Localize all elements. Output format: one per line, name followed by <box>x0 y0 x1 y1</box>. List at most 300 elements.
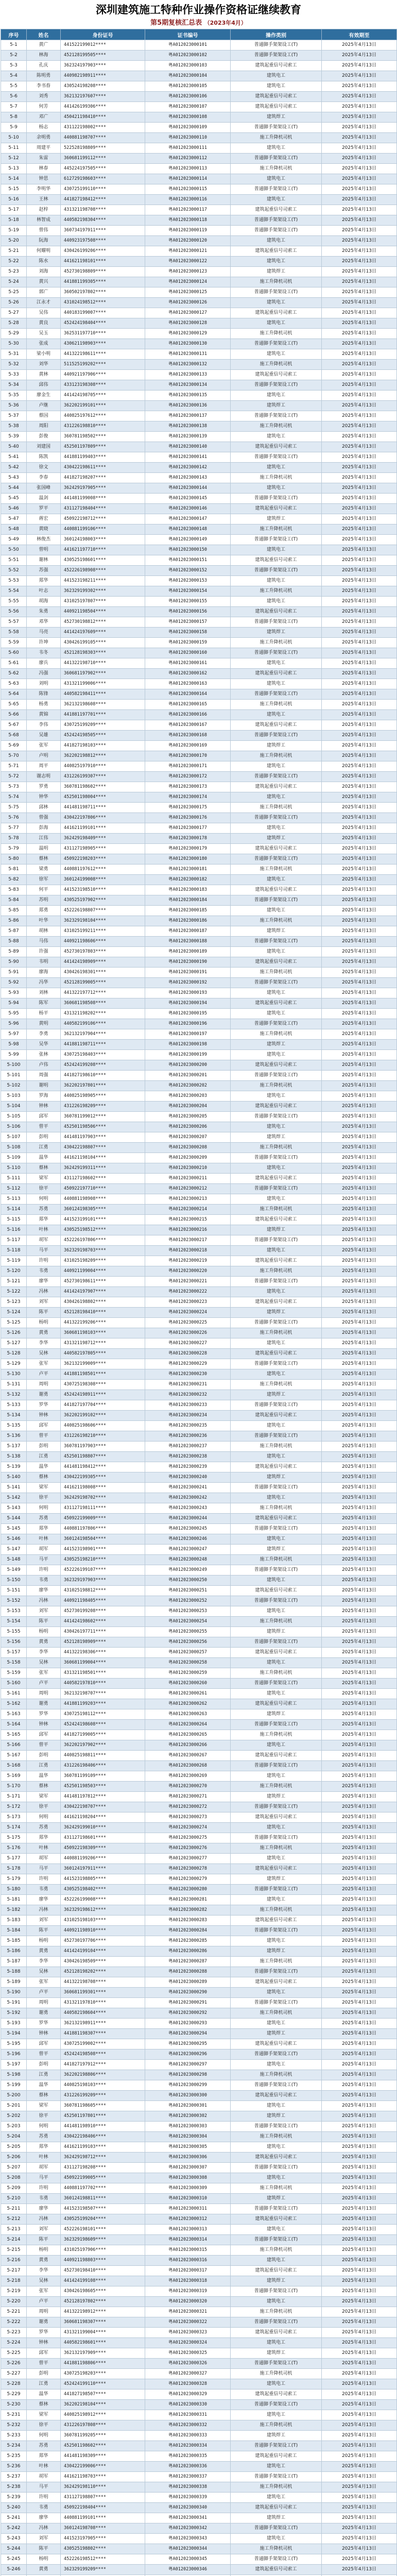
cell-operation-category: 建筑起重信号司索工 <box>231 246 322 257</box>
cell-id-number: 430422199006**** <box>61 2462 145 2472</box>
cell-valid-until: 2025年4月13日 <box>322 1174 397 1184</box>
table-row <box>1 679 397 689</box>
cell-index: 5-230 <box>1 2400 27 2410</box>
cell-certificate-number: 粤A012023000339 <box>145 2493 231 2503</box>
cell-operation-category: 建筑焊工 <box>231 1472 322 1483</box>
cell-operation-category: 建筑焊工 <box>231 1308 322 1318</box>
cell-certificate-number: 粤A012023000212 <box>145 1184 231 1194</box>
cell-id-number: 431226199209**** <box>61 2091 145 2101</box>
table-row <box>1 2029 397 2039</box>
table-row <box>1 1771 397 1782</box>
cell-operation-category: 普通脚手架架设工(T) <box>231 813 322 823</box>
cell-id-number: 362329198612**** <box>61 1905 145 1916</box>
table-row <box>1 432 397 442</box>
cell-index: 5-3 <box>1 61 27 71</box>
cell-name: 卢平 <box>27 1369 61 1380</box>
cell-operation-category: 普通脚手架架设工(T) <box>231 1153 322 1163</box>
cell-index: 5-61 <box>1 658 27 669</box>
table-row <box>1 2214 397 2225</box>
cell-name: 李伟 <box>27 720 61 731</box>
cell-index: 5-20 <box>1 236 27 246</box>
cell-certificate-number: 粤A012023000114 <box>145 174 231 184</box>
cell-operation-category: 建筑起重信号司索工 <box>231 1215 322 1225</box>
cell-id-number: 362429198702**** <box>61 1493 145 1503</box>
cell-valid-until: 2025年4月13日 <box>322 1246 397 1256</box>
table-row <box>1 349 397 360</box>
cell-name: 何芳 <box>27 102 61 112</box>
cell-index: 5-99 <box>1 1050 27 1060</box>
table-row <box>1 2256 397 2266</box>
cell-id-number: 452730198812**** <box>61 617 145 628</box>
cell-name: 蔡国 <box>27 411 61 421</box>
cell-name: 黄勇 <box>27 1328 61 1338</box>
cell-certificate-number: 粤A012023000328 <box>145 2379 231 2389</box>
table-row <box>1 2523 397 2534</box>
cell-id-number: 430725198112**** <box>61 1709 145 1720</box>
cell-name: 谢志明 <box>27 772 61 782</box>
cell-name: 韦勇 <box>27 2503 61 2513</box>
cell-name: 钟林 <box>27 2029 61 2039</box>
cell-certificate-number: 粤A012023000329 <box>145 2389 231 2400</box>
cell-index: 5-18 <box>1 215 27 226</box>
cell-id-number: 362329198104**** <box>61 916 145 926</box>
cell-operation-category: 施工升降机司机 <box>231 1905 322 1916</box>
cell-id-number: 431321198712**** <box>61 1338 145 1349</box>
cell-valid-until: 2025年4月13日 <box>322 2183 397 2194</box>
cell-name: 苏勇 <box>27 1823 61 1833</box>
cell-certificate-number: 粤A012023000138 <box>145 421 231 432</box>
cell-certificate-number: 粤A012023000211 <box>145 1174 231 1184</box>
cell-certificate-number: 粤A012023000215 <box>145 1215 231 1225</box>
table-row <box>1 1122 397 1132</box>
table-row <box>1 895 397 906</box>
cell-certificate-number: 粤A012023000229 <box>145 1359 231 1369</box>
cell-valid-until: 2025年4月13日 <box>322 1143 397 1153</box>
cell-operation-category: 建筑起重信号司索工 <box>231 844 322 854</box>
cell-certificate-number: 粤A012023000113 <box>145 164 231 174</box>
cell-name: 刘华 <box>27 360 61 370</box>
cell-id-number: 430422198707**** <box>61 1802 145 1812</box>
table-row <box>1 2039 397 2049</box>
cell-index: 5-191 <box>1 1998 27 2008</box>
cell-name: 苏明 <box>27 895 61 906</box>
cell-operation-category: 建筑焊工 <box>231 1874 322 1885</box>
cell-index: 5-189 <box>1 1977 27 1988</box>
cell-index: 5-25 <box>1 287 27 298</box>
cell-valid-until: 2025年4月13日 <box>322 2122 397 2132</box>
cell-certificate-number: 粤A012023000237 <box>145 1442 231 1452</box>
table-row <box>1 1988 397 1998</box>
cell-operation-category: 建筑电工 <box>231 2462 322 2472</box>
table-row <box>1 1338 397 1349</box>
cell-name: 曾平 <box>27 1740 61 1751</box>
table-row <box>1 2297 397 2307</box>
cell-id-number: 440825197910**** <box>61 761 145 772</box>
cell-name: 刘军 <box>27 1297 61 1308</box>
table-row <box>1 1225 397 1235</box>
cell-id-number: 441827198610**** <box>61 1071 145 1081</box>
cell-id-number: 441481198412**** <box>61 1462 145 1472</box>
cell-operation-category: 施工升降机司机 <box>231 277 322 287</box>
cell-name: 陈明勇 <box>27 71 61 81</box>
cell-name: 林俊杰 <box>27 535 61 545</box>
cell-id-number: 441827197912**** <box>61 2060 145 2070</box>
table-row <box>1 215 397 226</box>
table-row <box>1 823 397 834</box>
cell-operation-category: 建筑起重信号司索工 <box>231 1101 322 1112</box>
cell-name: 杨明 <box>27 1627 61 1637</box>
cell-name: 郑勇 <box>27 906 61 916</box>
cell-name: 林春 <box>27 164 61 174</box>
cell-certificate-number: 粤A012023000188 <box>145 937 231 947</box>
cell-operation-category: 普通脚手架架设工(T) <box>231 154 322 164</box>
cell-operation-category: 施工升降机司机 <box>231 1617 322 1627</box>
cell-certificate-number: 粤A012023000326 <box>145 2359 231 2369</box>
cell-id-number: 452730198410**** <box>61 2266 145 2276</box>
cell-name: 张军 <box>27 741 61 751</box>
cell-certificate-number: 粤A012023000122 <box>145 257 231 267</box>
cell-operation-category: 建筑起重信号司索工 <box>231 885 322 895</box>
cell-name: 韦勇 <box>27 1266 61 1277</box>
cell-name: 吴林 <box>27 1349 61 1359</box>
cell-operation-category: 建筑起重信号司索工 <box>231 2451 322 2462</box>
cell-valid-until: 2025年4月13日 <box>322 2348 397 2359</box>
cell-valid-until: 2025年4月13日 <box>322 463 397 473</box>
cell-valid-until: 2025年4月13日 <box>322 226 397 236</box>
cell-name: 江永才 <box>27 298 61 308</box>
cell-valid-until: 2025年4月13日 <box>322 978 397 988</box>
cell-operation-category: 施工升降机司机 <box>231 1730 322 1740</box>
cell-name: 李华 <box>27 1957 61 1967</box>
cell-valid-until: 2025年4月13日 <box>322 2153 397 2163</box>
cell-name: 韦冬 <box>27 648 61 658</box>
table-row <box>1 2348 397 2359</box>
cell-valid-until: 2025年4月13日 <box>322 246 397 257</box>
cell-valid-until: 2025年4月13日 <box>322 1833 397 1843</box>
cell-id-number: 440825198905**** <box>61 1091 145 1101</box>
cell-name: 马平 <box>27 1246 61 1256</box>
cell-operation-category: 建筑电工 <box>231 576 322 586</box>
cell-id-number: 450421198410**** <box>61 112 145 123</box>
cell-certificate-number: 粤A012023000110 <box>145 133 231 143</box>
cell-certificate-number: 粤A012023000275 <box>145 1833 231 1843</box>
table-row <box>1 2276 397 2286</box>
table-row <box>1 1833 397 1843</box>
cell-operation-category: 建筑电工 <box>231 391 322 401</box>
cell-operation-category: 施工升降机司机 <box>231 1442 322 1452</box>
cell-valid-until: 2025年4月13日 <box>322 102 397 112</box>
cell-operation-category: 施工升降机司机 <box>231 638 322 648</box>
table-row <box>1 937 397 947</box>
cell-index: 5-178 <box>1 1864 27 1874</box>
cell-id-number: 431025197906**** <box>61 2245 145 2256</box>
cell-index: 5-129 <box>1 1359 27 1369</box>
table-row <box>1 597 397 607</box>
cell-id-number: 441827198507**** <box>61 2389 145 2400</box>
cell-operation-category: 建筑起重信号司索工 <box>231 2214 322 2225</box>
cell-operation-category: 普通脚手架架设工(T) <box>231 1565 322 1575</box>
cell-id-number: 430621198903**** <box>61 339 145 349</box>
table-row <box>1 2111 397 2122</box>
table-row <box>1 1112 397 1122</box>
table-row <box>1 2317 397 2328</box>
table-row <box>1 2163 397 2173</box>
cell-certificate-number: 粤A012023000128 <box>145 318 231 329</box>
cell-id-number: 441481198309**** <box>61 2451 145 2462</box>
table-row <box>1 143 397 154</box>
table-row <box>1 1359 397 1369</box>
cell-name: 彭明 <box>27 2369 61 2379</box>
cell-name: 黄勇 <box>27 1637 61 1648</box>
cell-name: 蒋宏 <box>27 514 61 524</box>
cell-valid-until: 2025年4月13日 <box>322 2204 397 2214</box>
cell-name: 叶林 <box>27 1534 61 1545</box>
cell-certificate-number: 粤A012023000130 <box>145 339 231 349</box>
cell-operation-category: 建筑焊工 <box>231 2348 322 2359</box>
cell-certificate-number: 粤A012023000218 <box>145 1246 231 1256</box>
cell-valid-until: 2025年4月13日 <box>322 112 397 123</box>
table-row <box>1 1390 397 1400</box>
cell-id-number: 440825198912**** <box>61 2410 145 2420</box>
cell-name: 卢继 <box>27 401 61 411</box>
cell-operation-category: 普通脚手架架设工(T) <box>231 2554 322 2565</box>
table-row <box>1 1205 397 1215</box>
table-row <box>1 2420 397 2431</box>
cell-id-number: 430725198308**** <box>61 1380 145 1390</box>
cell-index: 5-131 <box>1 1380 27 1390</box>
cell-valid-until: 2025年4月13日 <box>322 1751 397 1761</box>
cell-name: 温剑 <box>27 494 61 504</box>
cell-index: 5-185 <box>1 1936 27 1946</box>
cell-name: 蔡林 <box>27 1163 61 1174</box>
table-row <box>1 1277 397 1287</box>
cell-name: 廖华 <box>27 1277 61 1287</box>
cell-id-number: 440881197702**** <box>61 2183 145 2194</box>
cell-id-number: 441424198705**** <box>61 391 145 401</box>
cell-valid-until: 2025年4月13日 <box>322 2194 397 2204</box>
cell-valid-until: 2025年4月13日 <box>322 916 397 926</box>
cell-name: 杨明 <box>27 2554 61 2565</box>
cell-valid-until: 2025年4月13日 <box>322 2503 397 2513</box>
cell-valid-until: 2025年4月13日 <box>322 1782 397 1792</box>
cell-name: 张国峰 <box>27 483 61 494</box>
cell-operation-category: 施工升降机司机 <box>231 1266 322 1277</box>
cell-index: 5-225 <box>1 2348 27 2359</box>
table-row <box>1 1895 397 1905</box>
table-row <box>1 916 397 926</box>
table-row <box>1 1555 397 1565</box>
cell-id-number: 440183199007**** <box>61 308 145 318</box>
cell-index: 5-77 <box>1 823 27 834</box>
cell-id-number: 452501197809**** <box>61 442 145 452</box>
cell-id-number: 440825198103**** <box>61 2080 145 2091</box>
table-row <box>1 2153 397 2163</box>
table-row <box>1 1916 397 1926</box>
cell-certificate-number: 粤A012023000296 <box>145 2049 231 2060</box>
cell-name: 曾伟 <box>27 226 61 236</box>
cell-valid-until: 2025年4月13日 <box>322 2523 397 2534</box>
cell-valid-until: 2025年4月13日 <box>322 1709 397 1720</box>
cell-name: 苏勇 <box>27 1514 61 1524</box>
table-row <box>1 2101 397 2111</box>
cell-operation-category: 普通脚手架架设工(T) <box>231 1720 322 1730</box>
table-row <box>1 772 397 782</box>
table-row <box>1 638 397 648</box>
cell-valid-until: 2025年4月13日 <box>322 71 397 81</box>
cell-name: 杨志 <box>27 123 61 133</box>
table-row <box>1 1936 397 1946</box>
cell-name: 胡军 <box>27 2163 61 2173</box>
cell-valid-until: 2025年4月13日 <box>322 1648 397 1658</box>
cell-name: 许明 <box>27 2493 61 2503</box>
cell-operation-category: 普通脚手架架设工(T) <box>231 2204 322 2214</box>
cell-index: 5-159 <box>1 1668 27 1679</box>
cell-certificate-number: 粤A012023000333 <box>145 2431 231 2441</box>
cell-name: 刘军 <box>27 2225 61 2235</box>
cell-valid-until: 2025年4月13日 <box>322 1277 397 1287</box>
cell-operation-category: 建筑电工 <box>231 432 322 442</box>
cell-operation-category: 建筑起重信号司索工 <box>231 1297 322 1308</box>
cell-index: 5-214 <box>1 2235 27 2245</box>
cell-index: 5-201 <box>1 2101 27 2111</box>
cell-name: 吴华 <box>27 1040 61 1050</box>
cell-certificate-number: 粤A012023000193 <box>145 988 231 998</box>
cell-id-number: 452501198807**** <box>61 1452 145 1462</box>
cell-valid-until: 2025年4月13日 <box>322 1874 397 1885</box>
cell-name: 钟林 <box>27 1411 61 1421</box>
cell-index: 5-165 <box>1 1730 27 1740</box>
cell-certificate-number: 粤A012023000226 <box>145 1328 231 1338</box>
cell-valid-until: 2025年4月13日 <box>322 720 397 731</box>
cell-id-number: 431127198807**** <box>61 2493 145 2503</box>
table-row <box>1 380 397 391</box>
cell-index: 5-195 <box>1 2039 27 2049</box>
cell-certificate-number: 粤A012023000142 <box>145 463 231 473</box>
cell-name: 苏勇 <box>27 1205 61 1215</box>
cell-id-number: 441481198711**** <box>61 803 145 813</box>
table-row <box>1 617 397 628</box>
cell-certificate-number: 粤A012023000269 <box>145 1771 231 1782</box>
cell-valid-until: 2025年4月13日 <box>322 81 397 92</box>
cell-certificate-number: 粤A012023000217 <box>145 1235 231 1246</box>
cell-id-number: 452730197706**** <box>61 1936 145 1946</box>
cell-id-number: 360124198811**** <box>61 2194 145 2204</box>
cell-valid-until: 2025年4月13日 <box>322 1328 397 1338</box>
cell-valid-until: 2025年4月13日 <box>322 2338 397 2348</box>
cell-valid-until: 2025年4月13日 <box>322 1957 397 1967</box>
cell-id-number: 440921198504**** <box>61 607 145 617</box>
cell-index: 5-146 <box>1 1534 27 1545</box>
cell-certificate-number: 粤A012023000219 <box>145 1256 231 1266</box>
cell-index: 5-100 <box>1 1060 27 1071</box>
cell-id-number: 441621199101**** <box>61 823 145 834</box>
cell-name: 邓广 <box>27 112 61 123</box>
cell-certificate-number: 粤A012023000231 <box>145 1380 231 1390</box>
cell-valid-until: 2025年4月13日 <box>322 1679 397 1689</box>
cell-valid-until: 2025年4月13日 <box>322 1205 397 1215</box>
cell-index: 5-104 <box>1 1101 27 1112</box>
column-header-operation-category: 操作类别 <box>231 29 322 40</box>
cell-valid-until: 2025年4月13日 <box>322 1308 397 1318</box>
cell-name: 邱军 <box>27 2348 61 2359</box>
cell-certificate-number: 粤A012023000260 <box>145 1679 231 1689</box>
cell-certificate-number: 粤A012023000195 <box>145 1009 231 1019</box>
cell-name: 胡林 <box>27 926 61 937</box>
cell-id-number: 431226198810**** <box>61 421 145 432</box>
cell-valid-until: 2025年4月13日 <box>322 1184 397 1194</box>
cell-id-number: 430426197711**** <box>61 1627 145 1637</box>
table-row <box>1 731 397 741</box>
cell-name: 周明 <box>27 1689 61 1699</box>
cell-certificate-number: 粤A012023000244 <box>145 1514 231 1524</box>
cell-id-number: 440881198908**** <box>61 1194 145 1205</box>
cell-certificate-number: 粤A012023000167 <box>145 720 231 731</box>
table-row <box>1 1679 397 1689</box>
cell-valid-until: 2025年4月13日 <box>322 1998 397 2008</box>
cell-certificate-number: 粤A012023000306 <box>145 2153 231 2163</box>
cell-operation-category: 普通脚手架架设工(T) <box>231 1998 322 2008</box>
cell-id-number: 431226198406**** <box>61 1761 145 1771</box>
cell-id-number: 441426199306**** <box>61 102 145 112</box>
cell-name: 何明 <box>27 1194 61 1205</box>
cell-valid-until: 2025年4月13日 <box>322 1019 397 1029</box>
cell-id-number: 441424199108**** <box>61 2276 145 2286</box>
cell-id-number: 441322197712**** <box>61 988 145 998</box>
cell-operation-category: 施工升降机司机 <box>231 1503 322 1514</box>
cell-id-number: 440582198411**** <box>61 689 145 700</box>
cell-index: 5-89 <box>1 947 27 957</box>
table-row <box>1 1019 397 1029</box>
cell-operation-category: 施工升降机司机 <box>231 421 322 432</box>
cell-operation-category: 建筑焊工 <box>231 628 322 638</box>
cell-name: 许坤 <box>27 638 61 648</box>
cell-index: 5-39 <box>1 432 27 442</box>
cell-name: 罗华 <box>27 2019 61 2029</box>
cell-id-number: 450922198309**** <box>61 1843 145 1854</box>
cell-id-number: 441621198204**** <box>61 1812 145 1823</box>
cell-operation-category: 普通脚手架架设工(T) <box>231 1967 322 1977</box>
cell-name: 钟林 <box>27 2338 61 2348</box>
cell-index: 5-181 <box>1 1895 27 1905</box>
table-row <box>1 1751 397 1761</box>
cell-name: 郑华 <box>27 1524 61 1534</box>
cell-id-number: 440825198606**** <box>61 1421 145 1431</box>
cell-operation-category: 建筑起重信号司索工 <box>231 2039 322 2049</box>
table-row <box>1 803 397 813</box>
cell-certificate-number: 粤A012023000246 <box>145 1534 231 1545</box>
cell-certificate-number: 粤A012023000346 <box>145 2565 231 2575</box>
table-row <box>1 195 397 205</box>
cell-valid-until: 2025年4月13日 <box>322 1606 397 1617</box>
cell-id-number: 452424198911**** <box>61 1390 145 1400</box>
cell-valid-until: 2025年4月13日 <box>322 1771 397 1782</box>
cell-valid-until: 2025年4月13日 <box>322 669 397 679</box>
cell-certificate-number: 粤A012023000286 <box>145 1946 231 1957</box>
cell-valid-until: 2025年4月13日 <box>322 648 397 658</box>
cell-certificate-number: 粤A012023000342 <box>145 2523 231 2534</box>
cell-operation-category: 建筑起重信号司索工 <box>231 308 322 318</box>
cell-index: 5-180 <box>1 1885 27 1895</box>
cell-index: 5-43 <box>1 473 27 483</box>
cell-id-number: 441881198307**** <box>61 2029 145 2039</box>
cell-name: 徐平 <box>27 1184 61 1194</box>
cell-id-number: 441523199101**** <box>61 1215 145 1225</box>
cell-name: 曾强 <box>27 813 61 823</box>
cell-certificate-number: 粤A012023000313 <box>145 2225 231 2235</box>
cell-index: 5-184 <box>1 1926 27 1936</box>
cell-valid-until: 2025年4月13日 <box>322 1699 397 1709</box>
table-row <box>1 102 397 112</box>
